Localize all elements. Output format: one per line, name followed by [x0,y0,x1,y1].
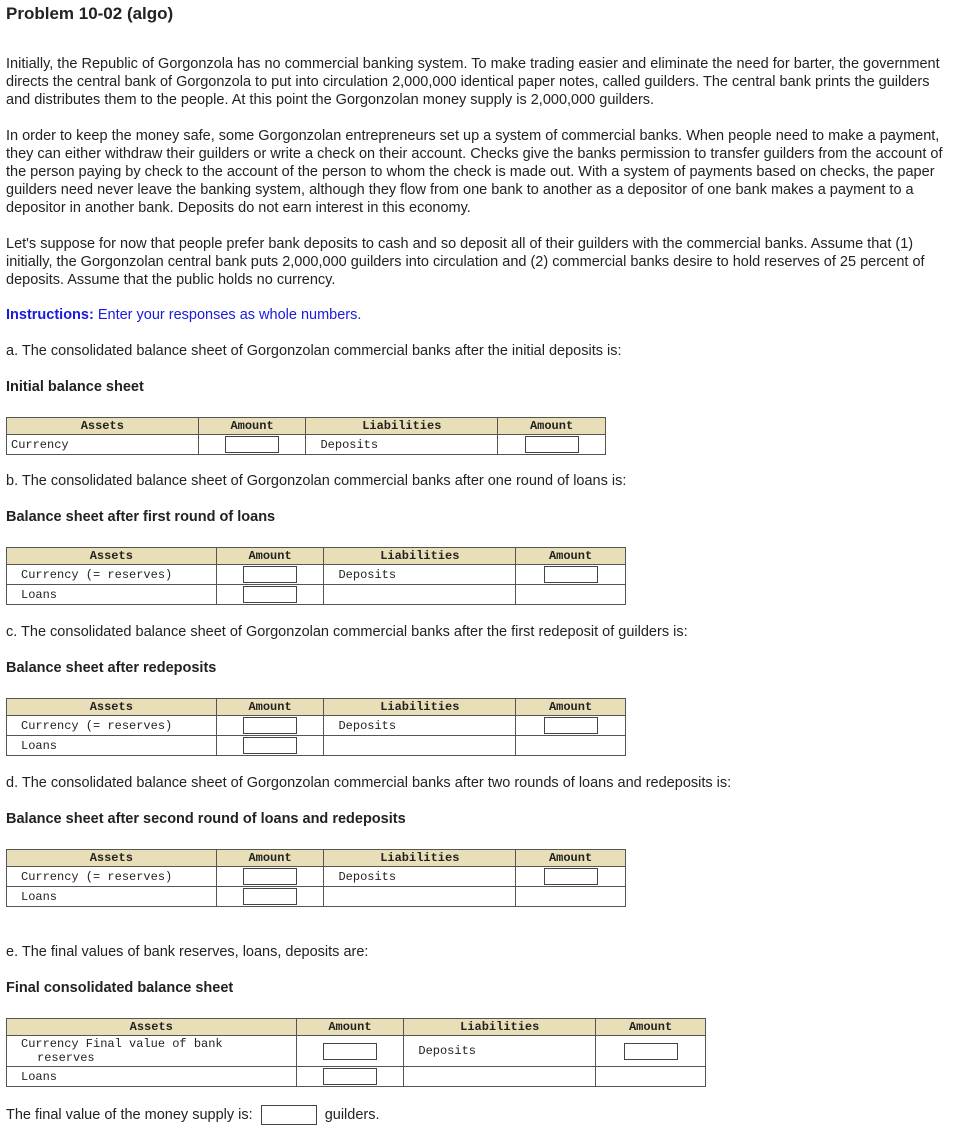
currency-amount-input[interactable] [243,566,297,583]
heading-d: Balance sheet after second round of loans and redeposits [6,811,406,827]
header-amount: Amount [216,850,324,867]
currency-amount-input[interactable] [225,436,279,453]
paragraph-assumptions: Let's suppose for now that people prefer bank deposits to cash and so deposit all of their guilders with the commercial banks. Assume that (1) initially, the Gorgonzolan central bank puts 2,000,000 guilders into circulation and (2) commercial banks desire to hold reserves of 25 percent of deposits. Assume that the public holds no currency. [6,236,925,288]
header-amount: Amount [516,548,626,565]
paragraph-banks: In order to keep the money safe, some Gorgonzolan entrepreneurs set up a system of commercial banks. When people need to make a payment, they can either withdraw their guilders or write a check on their account. Checks give the banks permission to transfer guilders from the account of the person paying by check to the account of the person to whom the check is made out. With a system of payments based on checks, the paper guilders need never leave the banking system, although they flow from one bank to another as a depositor of one bank makes a payment to a depositor in another bank. Deposits do not earn interest in this economy. [6,128,943,216]
liability-label-deposits: Deposits [306,435,498,455]
liability-label-deposits: Deposits [324,716,516,736]
header-assets: Assets [7,548,217,565]
deposits-amount-input[interactable] [525,436,579,453]
header-amount: Amount [516,699,626,716]
liability-label-deposits: Deposits [324,565,516,585]
money-supply-unit: guilders. [324,1106,380,1123]
asset-label-loans: Loans [7,887,217,907]
header-amount: Amount [516,850,626,867]
page-title: Problem 10-02 (algo) [6,4,174,23]
header-liabilities: Liabilities [324,699,516,716]
asset-label-loans: Loans [7,585,217,605]
asset-label-currency-final: Currency Final value of bank [21,1037,223,1051]
header-assets: Assets [7,850,217,867]
heading-c: Balance sheet after redeposits [6,660,217,676]
instructions-text: Enter your responses as whole numbers. [97,307,362,323]
liability-label-deposits: Deposits [324,867,516,887]
header-amount: Amount [296,1019,404,1036]
reserves-amount-input[interactable] [323,1043,377,1060]
deposits-amount-input[interactable] [544,717,598,734]
question-e: e. The final values of bank reserves, loans, deposits are: [6,944,369,960]
header-amount: Amount [216,548,324,565]
money-supply-row [6,1105,380,1125]
liability-label-deposits: Deposits [404,1036,596,1067]
asset-label-currency-reserves: Currency (= reserves) [7,867,217,887]
loans-amount-input[interactable] [323,1068,377,1085]
balance-sheet-b [6,547,626,605]
header-amount: Amount [498,418,606,435]
header-liabilities: Liabilities [404,1019,596,1036]
asset-label-loans: Loans [7,1067,297,1087]
currency-amount-input[interactable] [243,717,297,734]
balance-sheet-e [6,1018,706,1087]
header-liabilities: Liabilities [324,548,516,565]
header-amount: Amount [198,418,306,435]
balance-sheet-a [6,417,606,455]
deposits-amount-input[interactable] [624,1043,678,1060]
asset-label-currency: Currency [7,435,199,455]
asset-label-reserves: reserves [37,1051,95,1065]
header-amount: Amount [216,699,324,716]
header-liabilities: Liabilities [324,850,516,867]
question-d: d. The consolidated balance sheet of Gorgonzolan commercial banks after two rounds of loans and redeposits is: [6,775,732,791]
heading-b: Balance sheet after first round of loans [6,509,276,525]
loans-amount-input[interactable] [243,586,297,603]
asset-label-currency-reserves: Currency (= reserves) [7,716,217,736]
asset-label-final-reserves [7,1036,297,1067]
asset-label-currency-reserves: Currency (= reserves) [7,565,217,585]
header-assets: Assets [7,418,199,435]
question-c: c. The consolidated balance sheet of Gorgonzolan commercial banks after the first redeposit of guilders is: [6,624,688,640]
question-b: b. The consolidated balance sheet of Gorgonzolan commercial banks after one round of loans is: [6,473,627,489]
loans-amount-input[interactable] [243,888,297,905]
balance-sheet-d [6,849,626,907]
currency-amount-input[interactable] [243,868,297,885]
header-assets: Assets [7,699,217,716]
instructions-label: Instructions: [6,307,94,323]
heading-e: Final consolidated balance sheet [6,980,234,996]
question-a: a. The consolidated balance sheet of Gorgonzolan commercial banks after the initial deposits is: [6,343,622,359]
paragraph-intro: Initially, the Republic of Gorgonzola has no commercial banking system. To make trading easier and eliminate the need for barter, the government directs the central bank of Gorgonzola to put into circulation 2,000,000 identical paper notes, called guilders. The central bank prints the guilders and distributes them to the people. At this point the Gorgonzolan money supply is 2,000,000 guilders. [6,56,940,108]
deposits-amount-input[interactable] [544,566,598,583]
asset-label-loans: Loans [7,736,217,756]
money-supply-label: The final value of the money supply is: [6,1106,253,1123]
instructions [6,307,361,323]
header-amount: Amount [596,1019,706,1036]
header-liabilities: Liabilities [306,418,498,435]
heading-a: Initial balance sheet [6,379,144,395]
deposits-amount-input[interactable] [544,868,598,885]
balance-sheet-c [6,698,626,756]
money-supply-input[interactable] [261,1105,317,1125]
header-assets: Assets [7,1019,297,1036]
loans-amount-input[interactable] [243,737,297,754]
